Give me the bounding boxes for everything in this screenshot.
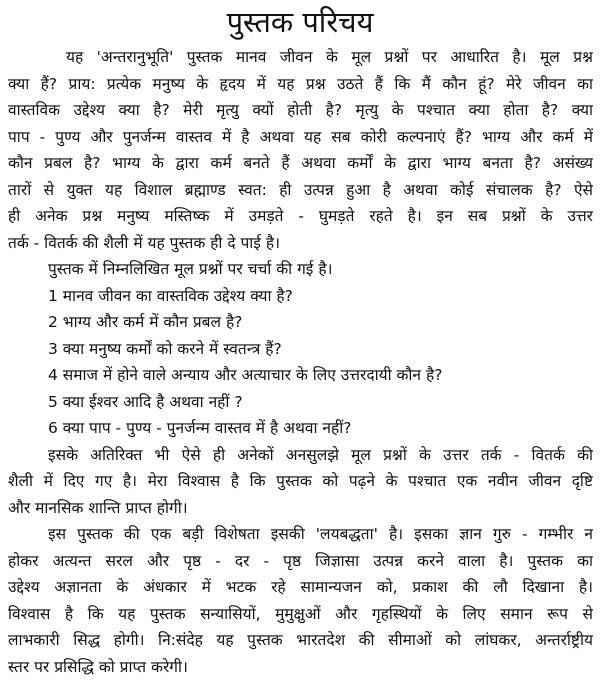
text-line: इसके अतिरिक्त भी ऐसे ही अनेकों अनसुलझे मूल प्रश्नों के उत्तर तर्क - वितर्क की <box>48 445 593 464</box>
list-item: 6 क्या पाप - पुण्य - पुनर्जन्म वास्तव में है अथवा नहीं? <box>48 419 352 437</box>
text-line: स्तर पर प्रसिद्धि को प्राप्त करेगी। <box>8 657 188 676</box>
question-list <box>8 283 593 442</box>
text-line: कौन प्रबल है? भाग्य के द्वारा कर्म बनते हैं अथवा कर्मों के द्वारा भाग्य बनता है? असंख्य <box>8 154 593 172</box>
text-line: विश्वास है कि यह पुस्तक सन्यासियों, मुमुक्षुओं और गृहस्थियों के लिए समान रूप से <box>8 604 593 623</box>
text-line: वास्तविक उद्देश्य क्या है? मेरी मृत्यु क्यों होती है? मृत्यु के पश्चात क्या होता है? क्या <box>8 101 593 119</box>
text-line: उद्देश्य अज्ञानता के अंधकार में भटक रहे सामान्यजन को, प्रकाश की लौ दिखाना है। <box>8 578 593 596</box>
paragraph-additional <box>8 442 593 522</box>
list-item: 2 भाग्य और कर्म में कौन प्रबल है? <box>48 313 243 331</box>
text-line: क्या हैं? प्राय: प्रत्येक मनुष्य के हृदय में यह प्रश्न उठते हैं कि मैं कौन हूं? मेरे जीवन का <box>8 74 593 93</box>
list-item: 5 क्या ईश्वर आदि है अथवा नहीं ? <box>48 392 243 411</box>
text-line: इस पुस्तक की एक बड़ी विशेषता इसकी 'लयबद्धता' है। इसका ज्ञान गुरु - गम्भीर न <box>48 525 593 543</box>
text-line: होकर अत्यन्त सरल और पृष्ठ - दर - पृष्ठ जिज्ञासा उत्पन्न करने वाला है। पुस्तक का <box>8 551 593 570</box>
text-line: लाभकारी सिद्ध होगी। नि:संदेह यह पुस्तक भारतदेश की सीमाओं को लांघकर, अन्तर्राष्ट्रीय <box>8 631 593 649</box>
text-line: ही अनेक प्रश्न मनुष्य मस्तिष्क में उमड़ते - घुमड़ते रहते है। इन सब प्रश्नों के उत्तर <box>8 207 593 225</box>
list-item: 4 समाज में होने वाले अन्याय और अत्याचार के लिए उत्तरदायी कौन है? <box>48 366 443 384</box>
text-line: तारों से युक्त यह विशाल ब्रह्माण्ड स्वत: ही उत्पन्न हुआ है अथवा कोई संचालक है? ऐसे <box>8 180 593 199</box>
text-line: और मानसिक शान्ति प्राप्त होगी। <box>8 498 188 517</box>
paragraph-intro <box>8 44 593 256</box>
text-line: तर्क - वितर्क की शैली में यह पुस्तक ही दे पाई है। <box>8 233 280 252</box>
text-line: पाप - पुण्य और पुनर्जन्म वास्तव में है अथवा यह सब कोरी कल्पनाएं हैं? भाग्य और कर्म में <box>8 127 593 146</box>
list-item: 1 मानव जीवन का वास्तविक उद्देश्य क्या है? <box>48 286 293 305</box>
paragraph-feature <box>8 521 593 680</box>
paragraph-list-intro: पुस्तक में निम्नलिखित मूल प्रश्नों पर चर्चा की गई है। <box>48 260 333 278</box>
document-body <box>0 44 600 680</box>
text-line: यह 'अन्तरानुभूति' पुस्तक मानव जीवन के मूल प्रश्नों पर आधारित है। मूल प्रश्न <box>66 48 593 66</box>
text-line: शैली में दिए गए है। मेरा विश्वास है कि पुस्तक को पढ़ने के पश्चात एक नवीन जीवन दृष्टि <box>8 472 593 490</box>
page-title: पुस्तक परिचय <box>226 5 374 39</box>
list-item: 3 क्या मनुष्य कर्मों को करने में स्वतन्त्र हैं? <box>48 339 282 358</box>
